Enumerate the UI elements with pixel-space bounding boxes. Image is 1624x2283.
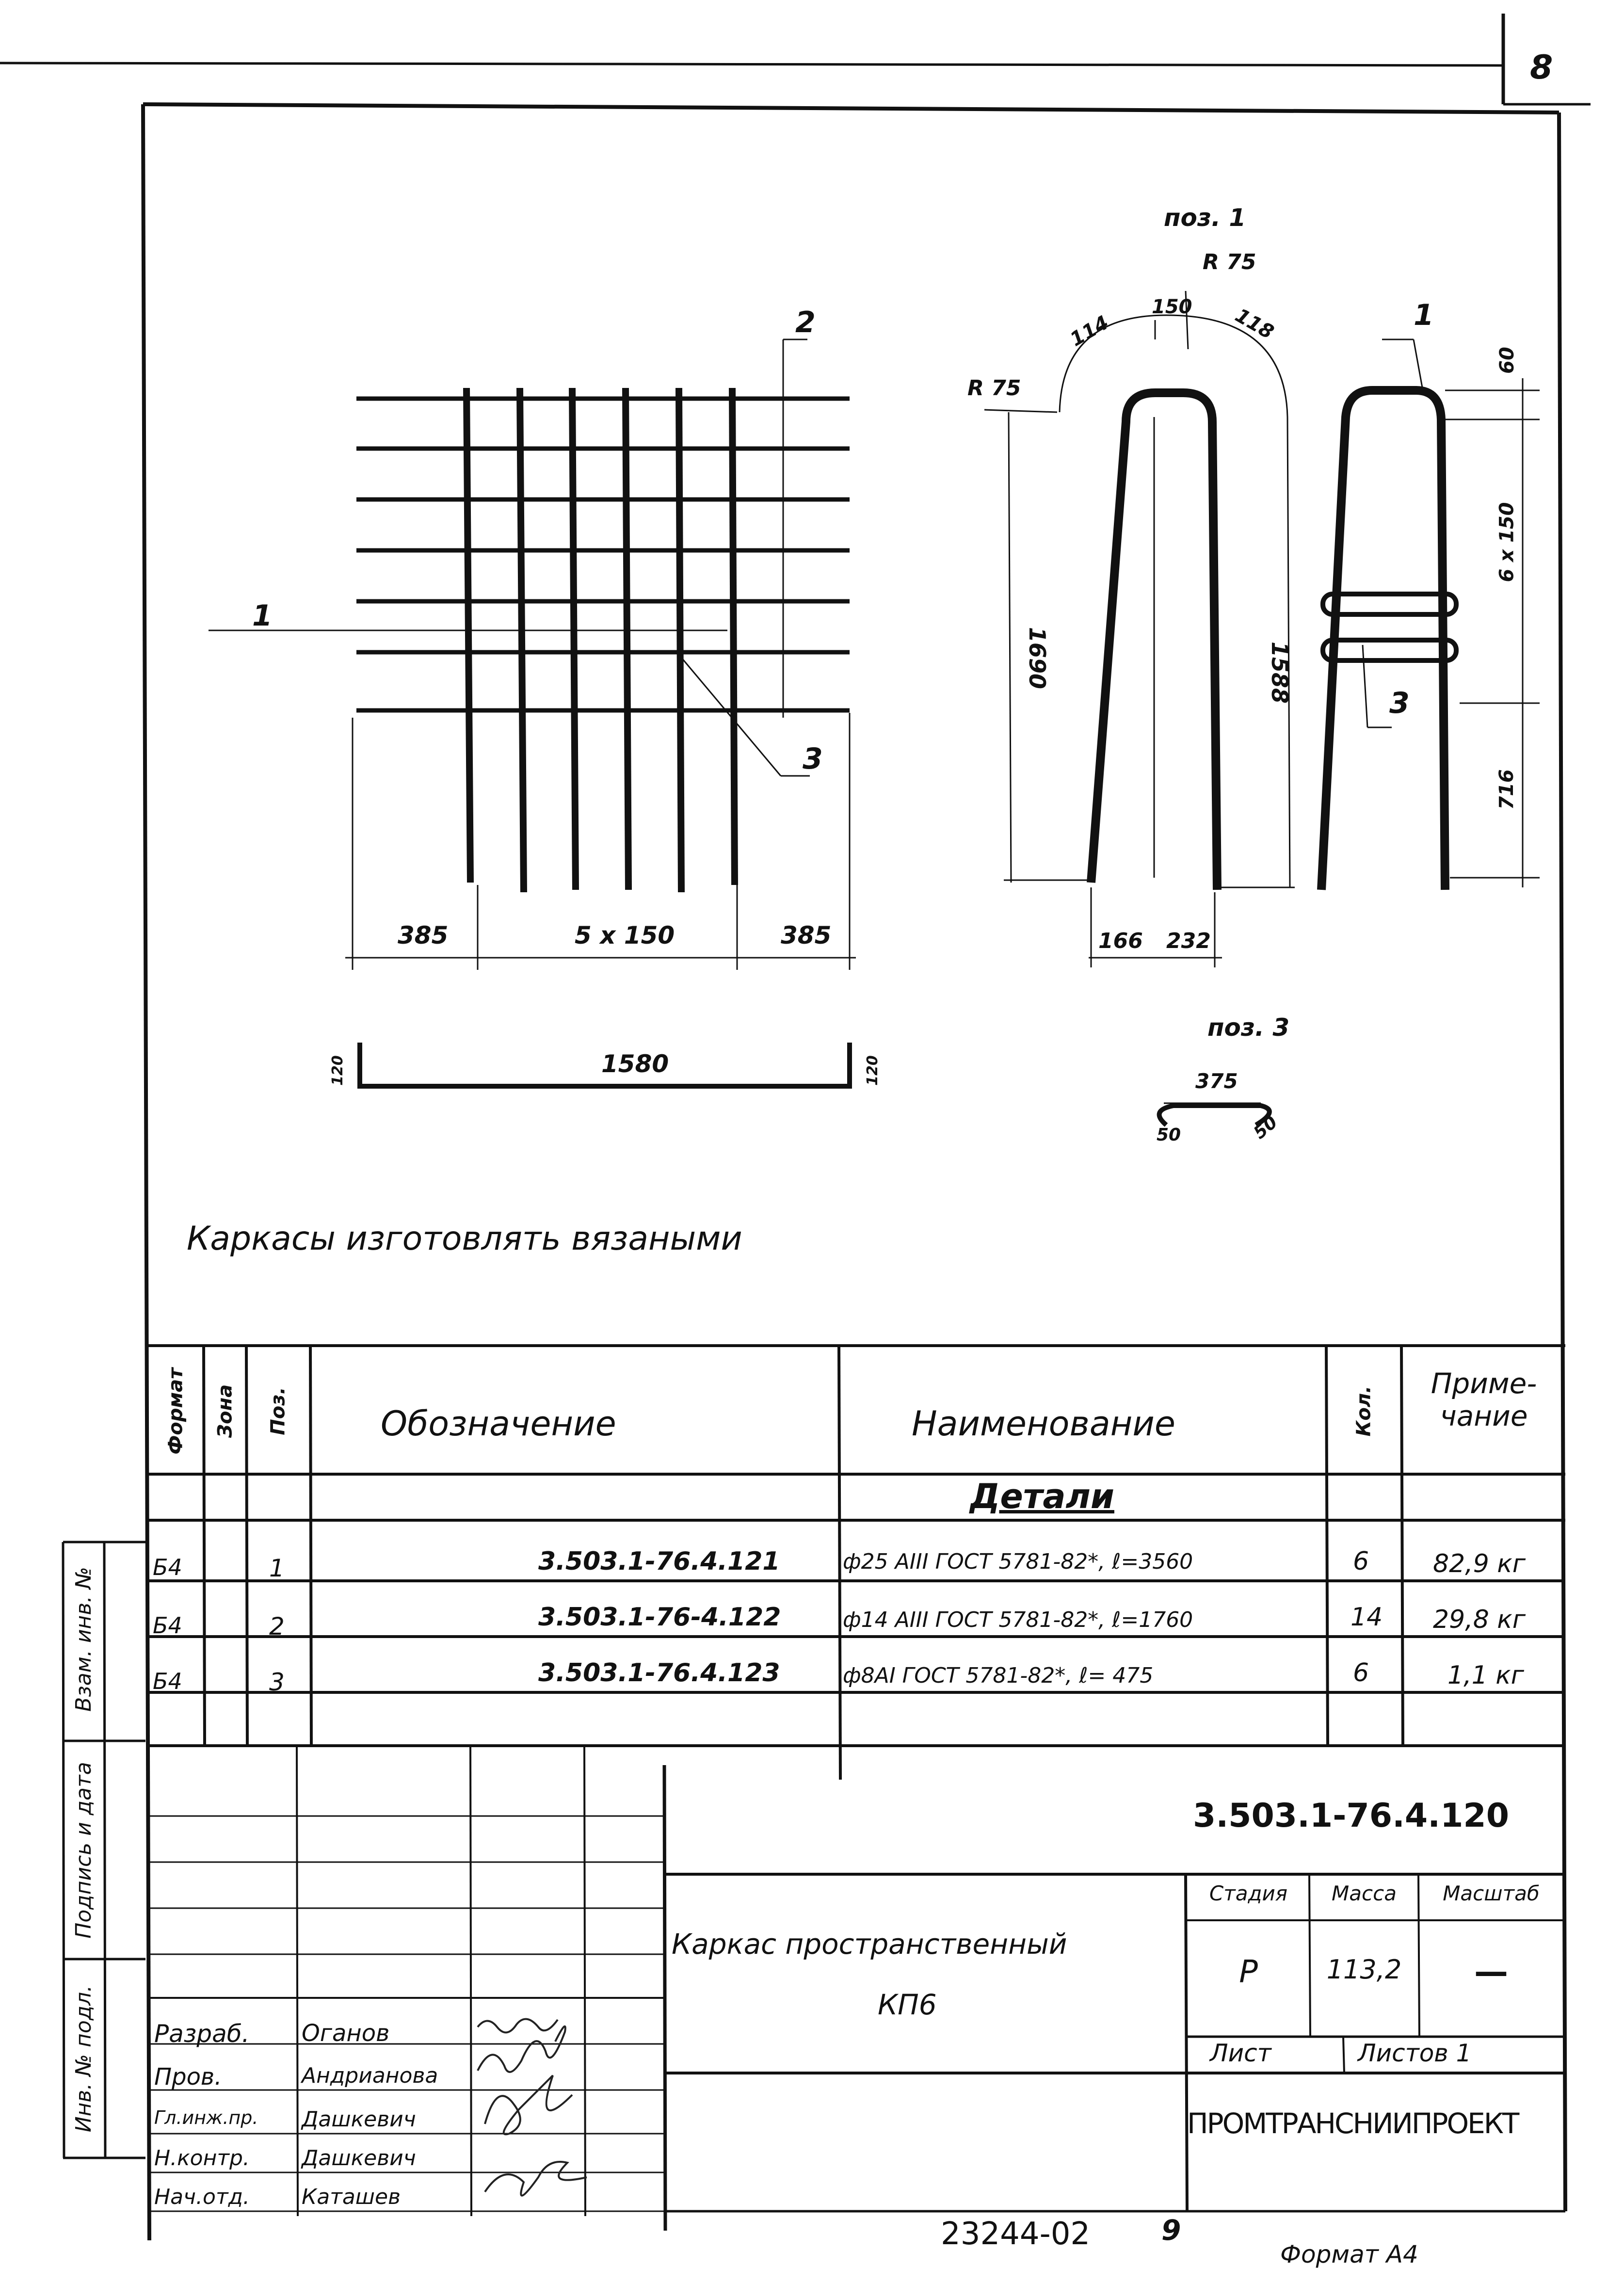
object-mark: КП6	[878, 1988, 937, 2021]
dim-left: 385	[398, 921, 449, 949]
dim-right: 385	[781, 921, 832, 949]
side-stamp-replace-inv: Взам. инв. №	[71, 1567, 96, 1712]
fabrication-note: Каркасы изготовлять вязаными	[187, 1220, 742, 1258]
pos3-d50-left: 50	[1157, 1125, 1181, 1145]
row3-name: ф8АI ГОСТ 5781-82*, ℓ= 475	[843, 1663, 1154, 1688]
pos1-d114: 114	[1066, 311, 1113, 351]
header-format-cell	[148, 1353, 204, 1469]
staff-role-4: Н.контр.	[154, 2146, 250, 2170]
sheets-label: Листов 1	[1358, 2039, 1472, 2067]
pos1-d1690: 1690	[1024, 627, 1051, 690]
organization: ПРОМТРАНСНИИПРОЕКТ	[1187, 2107, 1518, 2140]
pos1-r-top: R 75	[1203, 250, 1256, 274]
pos3-d50-right: 50	[1250, 1112, 1282, 1143]
sheet-label: Лист	[1210, 2039, 1271, 2067]
side-pos1-label: 1	[1414, 298, 1434, 332]
row2-name: ф14 АIII ГОСТ 5781-82*, ℓ=1760	[843, 1608, 1193, 1632]
pos3-d375: 375	[1195, 1069, 1238, 1093]
staff-name-3: Дашкевич	[302, 2107, 416, 2132]
row2-pos: 2	[269, 1612, 285, 1640]
row2-designation: 3.503.1-76-4.122	[538, 1603, 781, 1632]
horizontal-bars	[356, 399, 850, 710]
row1-note: 82,9 кг	[1433, 1549, 1526, 1578]
row1-name: ф25 АIII ГОСТ 5781-82*, ℓ=3560	[843, 1549, 1193, 1574]
signatures	[478, 2019, 587, 2196]
row3-note: 1,1 кг	[1447, 1661, 1524, 1690]
staff-role-2: Пров.	[154, 2063, 222, 2090]
header-format: Формат	[164, 1367, 187, 1455]
stage-label: Стадия	[1209, 1881, 1288, 1905]
pos1-d150: 150	[1152, 296, 1192, 318]
format-label: Формат А4	[1280, 2240, 1418, 2268]
row2-note: 29,8 кг	[1433, 1605, 1526, 1634]
scale-label: Масштаб	[1443, 1881, 1540, 1905]
side-stamp-sign-date: Подпись и дата	[71, 1762, 96, 1939]
staff-name-4: Дашкевич	[302, 2146, 416, 2170]
mass-value: 113,2	[1326, 1954, 1402, 1985]
header-name: Наименование	[912, 1404, 1175, 1444]
pos3-title: поз. 3	[1207, 1013, 1290, 1042]
signature-katashev	[485, 2162, 587, 2196]
signature-oganov	[478, 2019, 558, 2033]
signature-andrianova	[478, 2026, 565, 2072]
side-d60: 60	[1495, 347, 1518, 374]
staff-name-2: Андрианова	[302, 2063, 438, 2088]
scale-value: —	[1474, 1952, 1508, 1992]
header-designation: Обозначение	[381, 1404, 616, 1444]
side-d716: 716	[1495, 769, 1518, 810]
mesh-pos1-label: 1	[252, 599, 273, 633]
staff-role-3: Гл.инж.пр.	[154, 2107, 258, 2128]
row1-pos: 1	[269, 1554, 285, 1582]
row1-qty: 6	[1353, 1547, 1369, 1576]
inventory-suffix: 9	[1161, 2214, 1181, 2247]
header-qty: Кол.	[1352, 1385, 1375, 1437]
sheet-frame	[0, 14, 1591, 2240]
dim-mid: 5 х 150	[575, 921, 675, 949]
pos1-d118: 118	[1231, 304, 1278, 344]
inventory-number: 23244-02	[941, 2216, 1091, 2252]
pos1-r-left: R 75	[967, 376, 1021, 401]
row2-qty: 14	[1351, 1603, 1383, 1632]
row2-format: Б4	[153, 1612, 182, 1639]
row1-format: Б4	[153, 1554, 182, 1580]
mesh-pos2-label: 2	[795, 305, 816, 339]
staff-role-5: Нач.отд.	[154, 2185, 250, 2209]
document-code: 3.503.1-76.4.120	[1193, 1797, 1510, 1835]
pos1-title: поз. 1	[1164, 204, 1246, 232]
row3-qty: 6	[1353, 1658, 1369, 1688]
signature-dashkevich	[485, 2075, 572, 2134]
staff-role-1: Разраб.	[154, 2020, 250, 2048]
pos1-d166: 166	[1098, 929, 1143, 953]
pos1-d232: 232	[1166, 929, 1211, 953]
staff-name-5: Каташев	[302, 2185, 401, 2209]
bar-end-left: 120	[329, 1055, 346, 1086]
pos3-detail	[1159, 1103, 1270, 1125]
header-zone: Зона	[214, 1384, 236, 1438]
vertical-bars	[466, 388, 735, 892]
header-qty-cell	[1326, 1353, 1401, 1469]
header-pos: Поз.	[267, 1387, 289, 1435]
mesh-pos3-label: 3	[803, 742, 823, 776]
row3-designation: 3.503.1-76.4.123	[538, 1658, 780, 1688]
page-number: 8	[1530, 48, 1553, 87]
mesh-view	[209, 339, 856, 1089]
mass-label: Масса	[1332, 1881, 1397, 1905]
stage-value: Р	[1239, 1954, 1258, 1990]
header-pos-cell	[246, 1353, 310, 1469]
object-name: Каркас пространственный	[672, 1928, 1067, 1961]
row3-format: Б4	[153, 1668, 182, 1694]
header-zone-cell	[204, 1353, 246, 1469]
row3-pos: 3	[269, 1668, 285, 1696]
header-note: Приме-чание	[1431, 1367, 1537, 1432]
side-pos3-label: 3	[1389, 686, 1410, 720]
bar-end-right: 120	[864, 1055, 881, 1086]
side-d6x150: 6 х 150	[1495, 502, 1518, 582]
staff-name-1: Оганов	[302, 2020, 390, 2047]
section-title: Детали	[970, 1477, 1114, 1516]
pos1-d1588: 1588	[1267, 641, 1293, 704]
bar-length: 1580	[601, 1050, 669, 1078]
row1-designation: 3.503.1-76.4.121	[538, 1547, 780, 1576]
side-stamp-inv-orig: Инв. № подл.	[71, 1985, 96, 2133]
